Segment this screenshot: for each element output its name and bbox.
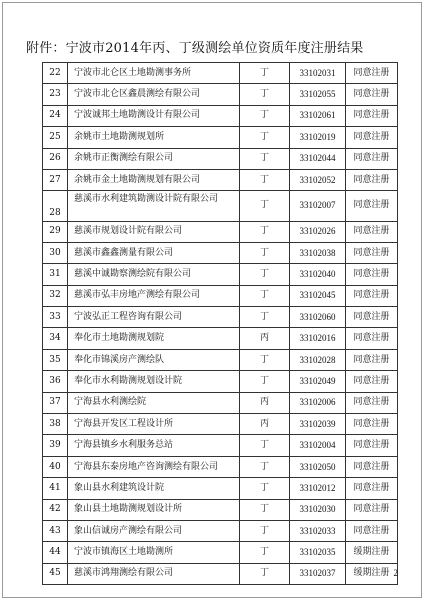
row-number-cell: 26 (43, 148, 68, 169)
table-row (43, 84, 398, 105)
qualification-grade-cell: 丁 (240, 105, 290, 126)
unit-name-cell: 余姚市土地勘测规划所 (68, 127, 240, 148)
row-number-cell: 27 (43, 169, 68, 190)
unit-name-cell: 慈溪中诚勘察测绘院有限公司 (68, 264, 240, 285)
registration-result-cell: 同意注册 (346, 499, 398, 520)
certificate-code-cell: 33102037 (290, 563, 346, 584)
row-number-cell: 37 (43, 392, 68, 413)
qualification-grade-cell: 丁 (240, 563, 290, 584)
unit-name-cell: 象山县土地勘测规划设计所 (68, 499, 240, 520)
certificate-code-cell: 33102039 (290, 414, 346, 435)
qualification-grade-cell: 丁 (240, 84, 290, 105)
table-row (43, 264, 398, 285)
unit-name-cell: 宁波市北仑区土地勘测事务所 (68, 63, 240, 84)
unit-name-cell: 慈溪市弘丰房地产测绘有限公司 (68, 285, 240, 306)
unit-name-cell: 奉化市锦溪房产测绘队 (68, 349, 240, 370)
registration-result-cell: 同意注册 (346, 435, 398, 456)
registration-result-cell: 同意注册 (346, 242, 398, 263)
table-row (43, 328, 398, 349)
registration-result-cell: 同意注册 (346, 307, 398, 328)
row-number-cell: 45 (43, 563, 68, 584)
qualification-grade-cell: 丁 (240, 542, 290, 563)
qualification-grade-cell: 丁 (240, 478, 290, 499)
table-row (43, 285, 398, 306)
row-number-cell: 22 (43, 63, 68, 84)
row-number-cell: 43 (43, 521, 68, 542)
table-row (43, 478, 398, 499)
qualification-grade-cell: 丁 (240, 264, 290, 285)
qualification-grade-cell: 丁 (240, 307, 290, 328)
registration-result-cell: 同意注册 (346, 414, 398, 435)
unit-name-cell: 慈溪市鑫鑫测量有限公司 (68, 242, 240, 263)
row-number-cell: 41 (43, 478, 68, 499)
qualification-grade-cell: 丁 (240, 371, 290, 392)
certificate-code-cell: 33102049 (290, 371, 346, 392)
table-row (43, 127, 398, 148)
row-number-cell: 36 (43, 371, 68, 392)
certificate-code-cell: 33102038 (290, 242, 346, 263)
certificate-code-cell: 33102031 (290, 63, 346, 84)
unit-name-cell: 宁波市镇海区土地勘测所 (68, 542, 240, 563)
unit-name-cell: 象山县水利建筑设计院 (68, 478, 240, 499)
certificate-code-cell: 33102012 (290, 478, 346, 499)
row-number-cell: 30 (43, 242, 68, 263)
certificate-code-cell: 33102045 (290, 285, 346, 306)
table-row (43, 148, 398, 169)
registration-result-cell: 同意注册 (346, 328, 398, 349)
registration-result-cell: 同意注册 (346, 349, 398, 370)
certificate-code-cell: 33102007 (290, 191, 346, 221)
table-row (43, 169, 398, 190)
qualification-grade-cell: 丙 (240, 392, 290, 413)
registration-result-cell: 同意注册 (346, 264, 398, 285)
row-number-cell: 38 (43, 414, 68, 435)
registration-result-cell: 同意注册 (346, 191, 398, 221)
qualification-grade-cell: 丁 (240, 242, 290, 263)
qualification-grade-cell: 丁 (240, 499, 290, 520)
qualification-grade-cell: 丙 (240, 328, 290, 349)
qualification-grade-cell: 丁 (240, 169, 290, 190)
table-row (43, 242, 398, 263)
qualification-grade-cell: 丁 (240, 456, 290, 477)
unit-name-cell: 慈溪市水利建筑勘测设计院有限公司 (68, 191, 240, 221)
unit-name-cell: 宁海县水利测绘院 (68, 392, 240, 413)
unit-name-cell: 余姚市金土地勘测规划有限公司 (68, 169, 240, 190)
unit-name-cell: 余姚市正衡测绘有限公司 (68, 148, 240, 169)
certificate-code-cell: 33102060 (290, 307, 346, 328)
unit-name-cell: 宁波市北仑区鑫晨测绘有限公司 (68, 84, 240, 105)
qualification-grade-cell: 丁 (240, 191, 290, 221)
certificate-code-cell: 33102030 (290, 499, 346, 520)
certificate-code-cell: 33102035 (290, 542, 346, 563)
certificate-code-cell: 33102055 (290, 84, 346, 105)
table-row (43, 221, 398, 242)
qualification-grade-cell: 丁 (240, 148, 290, 169)
row-number-cell: 23 (43, 84, 68, 105)
document-title: 附件：宁波市2014年丙、丁级测绘单位资质年度注册结果 (26, 41, 364, 56)
registration-result-cell: 同意注册 (346, 456, 398, 477)
certificate-code-cell: 33102052 (290, 169, 346, 190)
unit-name-cell: 宁波诚邦土地勘测设计有限公司 (68, 105, 240, 126)
row-number-cell: 25 (43, 127, 68, 148)
certificate-code-cell: 33102026 (290, 221, 346, 242)
row-number-cell: 42 (43, 499, 68, 520)
registration-results-table (42, 62, 398, 585)
table-row (43, 435, 398, 456)
registration-result-cell: 同意注册 (346, 392, 398, 413)
registration-result-cell: 同意注册 (346, 105, 398, 126)
certificate-code-cell: 33102044 (290, 148, 346, 169)
unit-name-cell: 宁海县镇乡水利服务总站 (68, 435, 240, 456)
row-number-cell: 31 (43, 264, 68, 285)
table-row (43, 392, 398, 413)
unit-name-cell: 奉化市土地勘测规划院 (68, 328, 240, 349)
table-row (43, 307, 398, 328)
row-number-cell: 28 (43, 191, 68, 221)
row-number-cell: 35 (43, 349, 68, 370)
row-number-cell: 32 (43, 285, 68, 306)
qualification-grade-cell: 丁 (240, 435, 290, 456)
table-row (43, 371, 398, 392)
certificate-code-cell: 33102050 (290, 456, 346, 477)
certificate-code-cell: 33102040 (290, 264, 346, 285)
row-number-cell: 29 (43, 221, 68, 242)
row-number-cell: 39 (43, 435, 68, 456)
unit-name-cell: 奉化市水利勘测规划设计院 (68, 371, 240, 392)
qualification-grade-cell: 丁 (240, 521, 290, 542)
qualification-grade-cell: 丁 (240, 63, 290, 84)
qualification-grade-cell: 丁 (240, 285, 290, 306)
table-row (43, 414, 398, 435)
registration-result-cell: 同意注册 (346, 84, 398, 105)
table-row (43, 349, 398, 370)
qualification-grade-cell: 丁 (240, 221, 290, 242)
certificate-code-cell: 33102033 (290, 521, 346, 542)
table-row (43, 521, 398, 542)
certificate-code-cell: 33102019 (290, 127, 346, 148)
table-row (43, 63, 398, 84)
table-row (43, 105, 398, 126)
row-number-cell: 34 (43, 328, 68, 349)
certificate-code-cell: 33102006 (290, 392, 346, 413)
row-number-cell: 40 (43, 456, 68, 477)
qualification-grade-cell: 丙 (240, 414, 290, 435)
table-row (43, 191, 398, 221)
certificate-code-cell: 33102004 (290, 435, 346, 456)
unit-name-cell: 宁海县东泰房地产咨询测绘有限公司 (68, 456, 240, 477)
unit-name-cell: 慈溪市鸿翔测绘有限公司 (68, 563, 240, 584)
row-number-cell: 24 (43, 105, 68, 126)
certificate-code-cell: 33102016 (290, 328, 346, 349)
registration-result-cell: 同意注册 (346, 63, 398, 84)
qualification-grade-cell: 丁 (240, 349, 290, 370)
registration-result-cell: 同意注册 (346, 221, 398, 242)
qualification-grade-cell: 丁 (240, 127, 290, 148)
registration-result-cell: 同意注册 (346, 127, 398, 148)
registration-result-cell: 缓期注册 (346, 542, 398, 563)
unit-name-cell: 慈溪市规划设计院有限公司 (68, 221, 240, 242)
unit-name-cell: 宁波弘正工程咨询有限公司 (68, 307, 240, 328)
certificate-code-cell: 33102061 (290, 105, 346, 126)
row-number-cell: 33 (43, 307, 68, 328)
certificate-code-cell: 33102028 (290, 349, 346, 370)
registration-result-cell: 缓期注册 (346, 563, 398, 584)
table-row (43, 499, 398, 520)
registration-result-cell: 同意注册 (346, 478, 398, 499)
registration-result-cell: 同意注册 (346, 371, 398, 392)
unit-name-cell: 象山信诚房产测绘有限公司 (68, 521, 240, 542)
table-row (43, 456, 398, 477)
table-row (43, 563, 398, 584)
registration-result-cell: 同意注册 (346, 169, 398, 190)
page-number: 2 (393, 568, 398, 578)
registration-result-cell: 同意注册 (346, 148, 398, 169)
registration-result-cell: 同意注册 (346, 521, 398, 542)
results-table-body (43, 63, 398, 585)
unit-name-cell: 宁海县开发区工程设计所 (68, 414, 240, 435)
registration-result-cell: 同意注册 (346, 285, 398, 306)
row-number-cell: 44 (43, 542, 68, 563)
table-row (43, 542, 398, 563)
